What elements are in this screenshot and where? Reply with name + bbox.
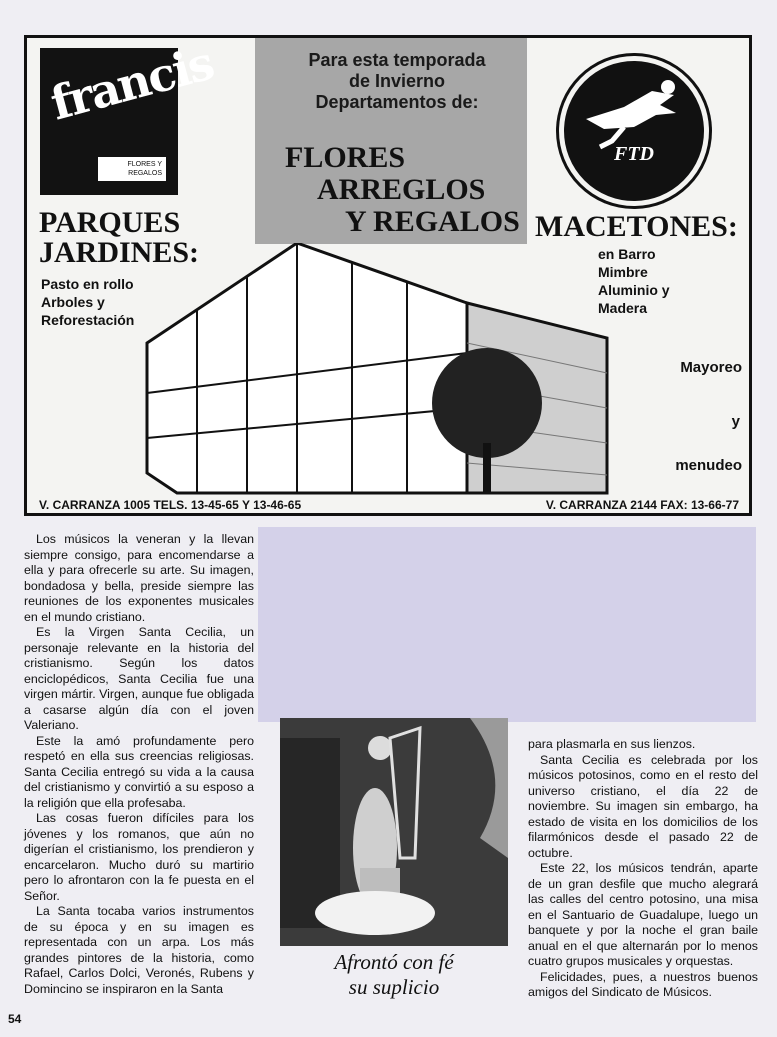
francis-logo [40, 35, 219, 195]
promo-heading-line: de Invierno [348, 71, 446, 91]
page-number: 54 [8, 1012, 22, 1026]
promo-heading-line: Para esta temporada [308, 50, 486, 70]
paragraph: Santa Cecilia es celebrada por los músicos potosinos, como en el resto del universo cristiano, el día 22 de noviembre. Su imagen sin embargo, ha estado de visita en los domicilios de los filarmónicos desde el pasado 22 de octubre. [528, 752, 758, 860]
promo-panel [255, 38, 527, 244]
y-label: y [731, 413, 740, 430]
advertisement [24, 35, 752, 516]
paragraph: Felicidades, pues, a nuestros buenos amigos del Sindicato de Músicos. [528, 969, 758, 999]
purple-background [258, 527, 756, 722]
promo-dept-line: FLORES [285, 141, 406, 174]
parques-list [41, 275, 134, 329]
parques-title-line: JARDINES: [39, 236, 200, 269]
ftd-badge [559, 56, 709, 206]
logo-word: francis [45, 35, 219, 131]
paragraph: para plasmarla en sus lienzos. [528, 737, 696, 751]
article-column-1 [24, 532, 254, 997]
parques-title-line: PARQUES [39, 206, 181, 239]
list-item: Mimbre [598, 264, 648, 280]
promo-heading [275, 50, 519, 113]
menudeo-label: menudeo [675, 457, 742, 474]
paragraph: Las cosas fueron difíciles para los jóvenes y los romanos, que aún no digerían el cristianismo, los prendieron y encarcelaron. Mucho duró su martirio pero lo afrontaron con la fe puesta en el Señor. [24, 811, 254, 903]
paragraph: La Santa tocaba varios instrumentos de su época y en su imagen es representada con un arpa. Los más grandes pintores de la historia, como Rafael, Carlos Dolci, Veronés, Rubens y Domincino se inspiraron en la Santa [24, 904, 254, 996]
list-item: Madera [598, 300, 648, 316]
address-right: V. CARRANZA 2144 FAX: 13-66-77 [545, 498, 739, 512]
promo-departments [285, 142, 520, 238]
mercury-icon [564, 61, 704, 201]
paragraph: Es la Virgen Santa Cecilia, un personaje relevante en la historia del cristianismo. Según los datos enciclopédicos, Santa Cecilia fue una virgen mártir. Virgen, aunque fue obligada a casarse algún día con el joven Valeriano. [24, 625, 254, 732]
mayoreo-label: Mayoreo [680, 359, 742, 376]
santa-cecilia-photo [280, 718, 508, 946]
promo-heading-line: Departamentos de: [315, 92, 479, 112]
list-item: Arboles y [41, 294, 105, 310]
caption-line: Afrontó con fé [334, 950, 454, 974]
promo-dept-line: Y REGALOS [345, 205, 520, 238]
paragraph: Los músicos la veneran y la llevan siempre consigo, para encomendarse a ella y para ofrecerle su arte. Su imagen, bondadosa y bella, preside siempre las reuniones de los exponentes musicales en el mundo cristiano. [24, 532, 254, 624]
building-illustration [137, 243, 643, 498]
paragraph: Este 22, los músicos tendrán, aparte de un gran desfile que mucho alegrará las calles del centro potosino, una misa en el Santuario de Guadalupe, luego un banquete y por la noche el gran baile anual en el que alternarán por lo menos cuatro grupos musicales y orquestas. [528, 861, 758, 968]
promo-dept-line: ARREGLOS [317, 173, 486, 206]
list-item: en Barro [598, 246, 656, 262]
list-item: Pasto en rollo [41, 276, 134, 292]
address-left: V. CARRANZA 1005 TELS. 13-45-65 Y 13-46-65 [39, 498, 302, 512]
caption-line: su suplicio [348, 975, 440, 999]
paragraph: Este la amó profundamente pero respetó en ella sus creencias religiosas. Santa Cecilia entregó su vida a la causa del cristianismo y convirtió a su esposo a la religión que ella profesaba. [24, 733, 254, 810]
photo-caption [280, 950, 508, 1000]
list-item: Aluminio y [598, 282, 670, 298]
ftd-text: FTD [614, 143, 654, 165]
list-item: Reforestación [41, 312, 135, 328]
statue-image [280, 718, 508, 946]
article-column-2 [528, 737, 758, 1001]
logo-tagline: FLORES Y REGALOS [98, 157, 166, 181]
macetones-title: MACETONES: [535, 210, 738, 243]
